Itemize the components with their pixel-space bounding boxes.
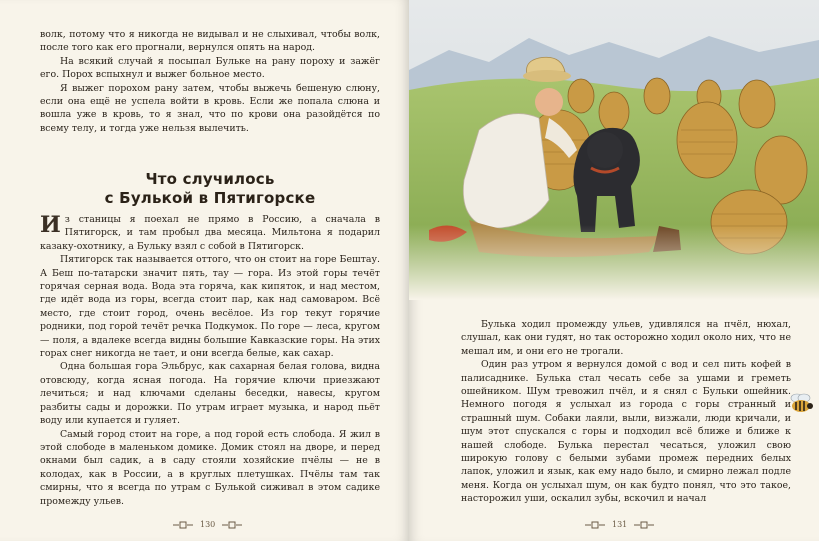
ornament-icon	[584, 521, 606, 529]
paragraph-first: Из станицы я поехал не прямо в Россию, а сначала в Пятигорск, и там пробыл два месяца. Мильтона я подарил казаку-охотнику, а Бульку взял с собой в Пятигорск.	[40, 212, 380, 252]
ornament-icon	[633, 521, 655, 529]
paragraph: Самый город стоит на горе, а под горой есть слобода. Я жил в этой слободе в маленьком домике. Домик стоял на дворе, и перед окнами был садик, а в саду стояли хозяйские пчёлы — не в колодах, как в России, а в круглых плетушках. Пчёлы там так смирны, что я всегда по утрам с Булькой сиживал в этом садике промежду ульев.	[40, 428, 380, 507]
paragraph: Булька ходил промежду ульев, удивлялся на пчёл, нюхал, слушал, как они гудят, но так осторожно ходил около них, что не мешал им, и они его не трогали.	[461, 319, 791, 357]
page-number: 131	[612, 520, 628, 529]
paragraph: волк, потому что я никогда не видывал и не слыхивал, чтобы волк, после того как его прогнали, вернулся опять на народ.	[40, 29, 380, 54]
boy-dog-beehives-illustration	[409, 0, 819, 300]
right-page	[409, 0, 819, 541]
chapter-title	[40, 170, 380, 208]
page-number-left	[172, 520, 243, 529]
paragraph: На всякий случай я посыпал Бульке на рану пороху и зажёг его. Порох вспыхнул и выжег больное место.	[40, 55, 380, 81]
paragraph: Одна большая гора Эльбрус, как сахарная белая голова, видна отовсюду, когда ясная погода. На горячие ключи приезжают лечиться; и над ключами сделаны беседки, навесы, кругом разбиты сады и дорожки. По утрам играет музыка, и народ пьёт воду или купается и гуляет.	[40, 361, 380, 427]
page-number-right	[584, 520, 655, 529]
illustration	[409, 0, 819, 300]
left-page	[0, 0, 409, 541]
right-body-text	[461, 318, 791, 506]
bee-icon	[787, 392, 815, 414]
left-top-text	[40, 28, 380, 135]
ornament-icon	[221, 521, 243, 529]
left-body-text	[40, 213, 380, 508]
paragraph: Я выжег порохом рану затем, чтобы выжечь бешеную слюну, если она ещё не успела войти в кровь. Если же попала слюна и вошла уже в кровь, то я знал, что по крови она разойдётся по всему телу, и тогда уже нельзя вылечить.	[40, 82, 380, 134]
ornament-icon	[172, 521, 194, 529]
paragraph: Пятигорск так называется оттого, что он стоит на горе Бештау. А Беш по-татарски значит пять, тау — гора. Из этой горы течёт горячая серная вода. Вода эта горяча, как кипяток, и над местом, где идёт вода из горы, всегда стоит пар, как над самоваром. Всё место, где стоит город, очень весёлое. Из гор текут горячие родники, под горой течёт речка Подкумок. По горе — леса, кругом — поля, а вдалеке всегда видны большие Кавказские горы. На этих горах снег никогда не тает, и они всегда белые, как сахар.	[40, 254, 380, 360]
chapter-title-line1: Что случилось	[145, 170, 275, 188]
chapter-title-line2: с Булькой в Пятигорске	[104, 189, 316, 207]
drop-cap: И	[40, 212, 61, 238]
paragraph: Один раз утром я вернулся домой с вод и сел пить кофей в палисаднике. Булька стал чесать себе за ушами и греметь ошейником. Шум тревожил пчёл, и я снял с Бульки ошейник. Немного погодя я услыхал из города с горы странный и страшный шум. Собаки лаяли, выли, визжали, люди кричали, и шум этот спускался с горы и подходил всё ближе и ближе к нашей слободе. Булька перестал чесаться, уложил свою широкую голову с белыми зубами промеж передних белых лапок, уложил и язык, как ему надо было, и смирно лежал подле меня. Когда он услыхал шум, он как будто понял, что это такое, насторожил уши, оскалил зубы, вскочил и начал	[461, 359, 791, 505]
page-number: 130	[200, 520, 216, 529]
